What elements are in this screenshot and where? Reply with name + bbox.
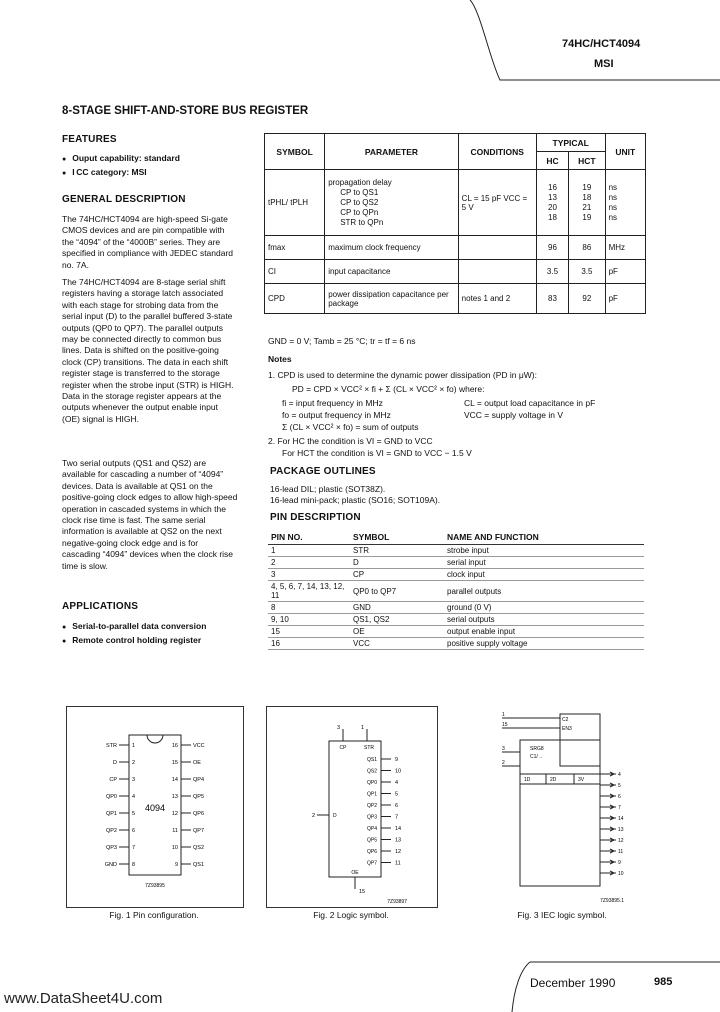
pin-number: 2	[132, 760, 136, 766]
general-p1: The 74HC/HCT4094 are high-speed Si-gate CMOS devices and are pin compatible with the “4094” of the “4000B” series. They are specified in compliance with JEDEC standard no. 7A.	[62, 214, 234, 270]
delay-symbol: tPHL/ tPLH	[265, 170, 325, 236]
ci-hct: 3.5	[569, 260, 605, 284]
output-name: QS1	[366, 757, 377, 763]
delay-unit	[605, 170, 645, 236]
hct-value: 19	[582, 182, 592, 192]
fmax-conditions	[458, 236, 536, 260]
oe-pin-number: 15	[359, 889, 366, 895]
pin-number: 1	[132, 743, 136, 749]
col-unit: UNIT	[605, 134, 645, 170]
note-2a: 2. For HC the condition is VI = GND to VCC	[268, 436, 433, 446]
col-conditions: CONDITIONS	[458, 134, 536, 170]
notes-heading: Notes	[268, 354, 292, 364]
output-name: QP2	[366, 803, 377, 809]
pin-number: 12	[171, 811, 178, 817]
pin-number: 14	[171, 777, 178, 783]
param-line: CP to QS2	[340, 197, 379, 207]
pin-number: 6	[132, 828, 136, 834]
ci-conditions	[458, 260, 536, 284]
pin-name: QP6	[193, 811, 205, 817]
col-typical: TYPICAL	[536, 134, 605, 152]
pin-symbol: GND	[350, 602, 444, 614]
param-line: STR to QPn	[340, 217, 384, 227]
output-pin: 7	[395, 814, 399, 821]
pin-no: 2	[268, 557, 350, 569]
pin-name: QP0	[105, 794, 117, 800]
pin-col-symbol: SYMBOL	[350, 530, 444, 545]
iec-input-pin: 1	[502, 712, 505, 718]
output-pin: 10	[395, 768, 402, 775]
iec-label-c1: C1/→	[530, 754, 543, 760]
oe-label: OE	[351, 870, 359, 876]
hct-value: 18	[582, 192, 592, 202]
logic-outputs	[367, 757, 401, 867]
col-parameter: PARAMETER	[325, 134, 458, 170]
pin-name: D	[113, 760, 117, 766]
output-name: QP6	[366, 849, 377, 855]
note-fi: fi = input frequency in MHz	[282, 398, 383, 408]
features-list	[62, 152, 180, 180]
iec-output-pin: 13	[618, 827, 624, 833]
output-pin: 9	[395, 757, 399, 763]
pin-configuration-diagram	[67, 707, 243, 907]
output-name: QP7	[366, 860, 377, 867]
hc-value: 16	[548, 182, 557, 192]
cpd-unit: pF	[605, 284, 645, 314]
iec-output-pin: 10	[618, 871, 624, 877]
iec-label-3v: 3V	[578, 777, 585, 783]
table-row	[268, 557, 644, 569]
iec-output-pin: 7	[618, 805, 621, 811]
pin-no: 4, 5, 6, 7, 14, 13, 12, 11	[268, 581, 350, 602]
pin-col-function: NAME AND FUNCTION	[444, 530, 644, 545]
pin-number: 13	[171, 794, 178, 800]
iec-input-pin: 3	[502, 746, 505, 752]
str-label: STR	[364, 745, 374, 751]
part-number: 74HC/HCT4094	[562, 38, 641, 50]
fig2-box	[266, 706, 438, 908]
feature-item: ● Ouput capability: standard	[62, 152, 180, 166]
output-name: QP1	[366, 791, 377, 798]
pin-name: QP3	[105, 845, 117, 851]
param-line: CP to QPn	[340, 207, 379, 217]
fig1-caption: Fig. 1 Pin configuration.	[109, 910, 199, 920]
table-row	[265, 236, 646, 260]
cpd-hct: 92	[569, 284, 605, 314]
cpd-conditions: notes 1 and 2	[458, 284, 536, 314]
pin-number: 5	[132, 811, 136, 817]
col-symbol: SYMBOL	[265, 134, 325, 170]
watermark[interactable]: www.DataSheet4U.com	[4, 990, 163, 1007]
table-row	[268, 638, 644, 650]
iec-label-c2: C2	[562, 717, 569, 723]
ci-hc: 3.5	[536, 260, 568, 284]
pin-no: 9, 10	[268, 614, 350, 626]
fig3-code: 7Z93895.1	[600, 898, 624, 904]
iec-output-pin: 9	[618, 860, 621, 866]
unit-value: ns	[608, 182, 618, 192]
iec-label-srg8: SRG8	[530, 746, 544, 752]
pin-symbol: QS1, QS2	[350, 614, 444, 626]
general-heading: GENERAL DESCRIPTION	[62, 194, 186, 205]
pin-no: 3	[268, 569, 350, 581]
fmax-symbol: fmax	[265, 236, 325, 260]
output-name: QS2	[366, 768, 377, 775]
application-item: ● Serial-to-parallel data conversion	[62, 620, 206, 634]
spec-table	[264, 133, 646, 314]
cpd-hc: 83	[536, 284, 568, 314]
output-pin: 13	[395, 837, 402, 844]
pin-function: serial outputs	[444, 614, 644, 626]
iec-label-1d: 1D	[524, 777, 531, 783]
output-pin: 14	[395, 826, 402, 832]
pin-number: 16	[171, 743, 178, 749]
col-hc: HC	[536, 152, 568, 170]
output-name: QP5	[366, 837, 377, 844]
fmax-hct: 86	[569, 236, 605, 260]
fmax-hc: 96	[536, 236, 568, 260]
register-block	[520, 774, 600, 886]
delay-hct	[569, 170, 605, 236]
note-vcc: VCC = supply voltage in V	[464, 410, 563, 420]
logic-symbol-diagram	[267, 707, 437, 907]
pin-name: STR	[106, 743, 117, 749]
pin-number: 4	[132, 794, 136, 800]
pin-symbol: CP	[350, 569, 444, 581]
fig1-code: 7Z93895	[145, 883, 165, 889]
general-p2: The 74HC/HCT4094 are 8-stage serial shift registers having a storage latch associated with each stage for strobing data from the serial input (D) to the parallel buffered 3-state outputs (QP0 to QP7). The parallel outputs may be connected directly to common bus lines. Data is shifted on the positive-going clock (CP) transitions. The data in each shift register stage is transferred to the storage register when the strobe input (STR) is HIGH. Data in the storage register appears at the outputs whenever the output enable input (OE) signal is HIGH.	[62, 277, 234, 424]
pin-function: output enable input	[444, 626, 644, 638]
package-heading: PACKAGE OUTLINES	[270, 466, 376, 477]
iec-output-pin: 5	[618, 783, 621, 789]
pin-description-heading: PIN DESCRIPTION	[270, 512, 361, 523]
applications-heading: APPLICATIONS	[62, 601, 139, 612]
pin-symbol: OE	[350, 626, 444, 638]
delay-parameter	[325, 170, 458, 236]
output-pin: 11	[395, 860, 401, 867]
output-pin: 5	[395, 791, 399, 798]
note-1: 1. CPD is used to determine the dynamic power dissipation (PD in μW):	[268, 370, 537, 380]
d-pin-number: 2	[311, 813, 315, 819]
hc-value: 18	[548, 212, 557, 222]
iec-label-2d: 2D	[550, 777, 557, 783]
cp-label: CP	[339, 745, 347, 751]
iec-output-pin: 14	[618, 816, 624, 822]
pin-name: QP5	[193, 794, 205, 800]
pin-table	[268, 530, 644, 650]
right-pins	[172, 743, 205, 868]
gnd-note: GND = 0 V; Tamb = 25 °C; tr = tf = 6 ns	[268, 336, 416, 346]
pin-name: VCC	[193, 743, 205, 749]
iec-outputs	[600, 772, 624, 877]
fmax-unit: MHz	[605, 236, 645, 260]
pin-no: 1	[268, 545, 350, 557]
iec-label-en3: EN3	[562, 726, 572, 732]
pin-name: CP	[109, 777, 117, 783]
iec-output-pin: 4	[618, 772, 621, 778]
fig2-caption: Fig. 2 Logic symbol.	[313, 910, 389, 920]
table-row	[265, 284, 646, 314]
chip-label: 4094	[144, 803, 166, 813]
page-title: 8-STAGE SHIFT-AND-STORE BUS REGISTER	[62, 105, 309, 117]
ci-parameter: input capacitance	[325, 260, 458, 284]
pin-number: 8	[132, 862, 136, 868]
chip-notch	[147, 735, 163, 743]
iec-output-pin: 6	[618, 794, 621, 800]
pin-symbol: QP0 to QP7	[350, 581, 444, 602]
delay-conditions: CL = 15 pF VCC = 5 V	[458, 170, 536, 236]
output-name: QP0	[366, 780, 377, 786]
fig3-box	[492, 708, 632, 904]
pin-symbol: D	[350, 557, 444, 569]
hct-value: 21	[582, 202, 592, 212]
unit-value: ns	[608, 192, 618, 202]
cp-pin-number: 3	[336, 725, 340, 731]
note-fo: fo = output frequency in MHz	[282, 410, 391, 420]
d-label: D	[333, 813, 337, 819]
output-pin: 12	[395, 849, 402, 855]
note-formula: PD = CPD × VCC² × fi + Σ (CL × VCC² × fo) where:	[292, 384, 485, 394]
output-name: QP3	[366, 814, 377, 821]
pin-no: 8	[268, 602, 350, 614]
table-row	[268, 581, 644, 602]
general-p3: Two serial outputs (QS1 and QS2) are available for cascading a number of “4094” devices. Data is available at QS1 on the positive-going clock edges to allow high-speed operation in cascaded systems in which the clock rise time is fast. The same serial information is available at QS2 on the next negative-going clock edge and is for cascading “4094” devices when the clock rise time is slow.	[62, 458, 238, 571]
pin-number: 7	[132, 845, 136, 851]
left-pins	[105, 743, 135, 868]
feature-item: ● I CC category: MSI	[62, 166, 180, 180]
iec-input-pin: 15	[502, 722, 508, 728]
param-line: propagation delay	[328, 177, 392, 187]
pin-name: QP1	[105, 811, 117, 817]
pin-name: QP4	[193, 777, 205, 783]
note-sum: Σ (CL × VCC² × fo) = sum of outputs	[282, 422, 419, 432]
hc-value: 13	[548, 192, 557, 202]
hc-value: 20	[548, 202, 557, 212]
fig3-caption: Fig. 3 IEC logic symbol.	[517, 910, 607, 920]
application-item: ● Remote control holding register	[62, 634, 206, 648]
pin-symbol: STR	[350, 545, 444, 557]
table-row	[268, 614, 644, 626]
pin-name: QS2	[193, 845, 205, 851]
unit-value: ns	[608, 202, 618, 212]
pin-function: positive supply voltage	[444, 638, 644, 650]
iec-output-pin: 11	[618, 849, 624, 855]
pin-name: QP7	[193, 828, 205, 834]
fmax-parameter: maximum clock frequency	[325, 236, 458, 260]
table-row	[268, 602, 644, 614]
pin-number: 9	[174, 862, 178, 868]
package-line-2: 16-lead mini-pack; plastic (SO16; SOT109A).	[270, 495, 441, 505]
delay-hc	[536, 170, 568, 236]
pin-col-no: PIN NO.	[268, 530, 350, 545]
pin-name: GND	[104, 862, 117, 868]
applications-list	[62, 620, 206, 648]
ci-symbol: CI	[265, 260, 325, 284]
table-row	[268, 569, 644, 581]
footer-date: December 1990	[530, 976, 616, 990]
pin-function: strobe input	[444, 545, 644, 557]
pin-number: 3	[132, 777, 136, 783]
output-pin: 4	[395, 780, 399, 786]
pin-number: 10	[171, 845, 178, 851]
unit-value: ns	[608, 212, 618, 222]
output-pin: 6	[395, 803, 399, 809]
table-row	[268, 545, 644, 557]
package-line-1: 16-lead DIL; plastic (SOT38Z).	[270, 484, 386, 494]
param-line: CP to QS1	[340, 187, 379, 197]
pin-number: 15	[171, 760, 178, 766]
pin-no: 16	[268, 638, 350, 650]
pin-name: OE	[193, 760, 201, 766]
hct-value: 19	[582, 212, 592, 222]
pin-function: clock input	[444, 569, 644, 581]
pin-function: parallel outputs	[444, 581, 644, 602]
pin-name: QP2	[105, 828, 117, 834]
col-hct: HCT	[569, 152, 605, 170]
pin-function: serial input	[444, 557, 644, 569]
fig1-box	[66, 706, 244, 908]
pin-symbol: VCC	[350, 638, 444, 650]
pin-number: 11	[172, 828, 178, 834]
ci-unit: pF	[605, 260, 645, 284]
table-row	[265, 170, 646, 236]
family-label: MSI	[594, 58, 614, 70]
iec-logic-diagram	[492, 708, 632, 904]
table-row	[265, 260, 646, 284]
footer-page: 985	[654, 976, 673, 988]
pin-function: ground (0 V)	[444, 602, 644, 614]
table-row	[268, 626, 644, 638]
iec-input-pin: 2	[502, 760, 505, 766]
output-name: QP4	[366, 826, 377, 832]
pin-name: QS1	[193, 862, 205, 868]
features-heading: FEATURES	[62, 134, 117, 145]
fig2-code: 7Z93897	[387, 899, 407, 905]
str-pin-number: 1	[360, 725, 364, 731]
pin-no: 15	[268, 626, 350, 638]
note-2b: For HCT the condition is VI = GND to VCC − 1.5 V	[282, 448, 472, 458]
cpd-parameter: power dissipation capacitance per package	[325, 284, 458, 314]
note-cl: CL = output load capacitance in pF	[464, 398, 596, 408]
iec-output-pin: 12	[618, 838, 624, 844]
cpd-symbol: CPD	[265, 284, 325, 314]
